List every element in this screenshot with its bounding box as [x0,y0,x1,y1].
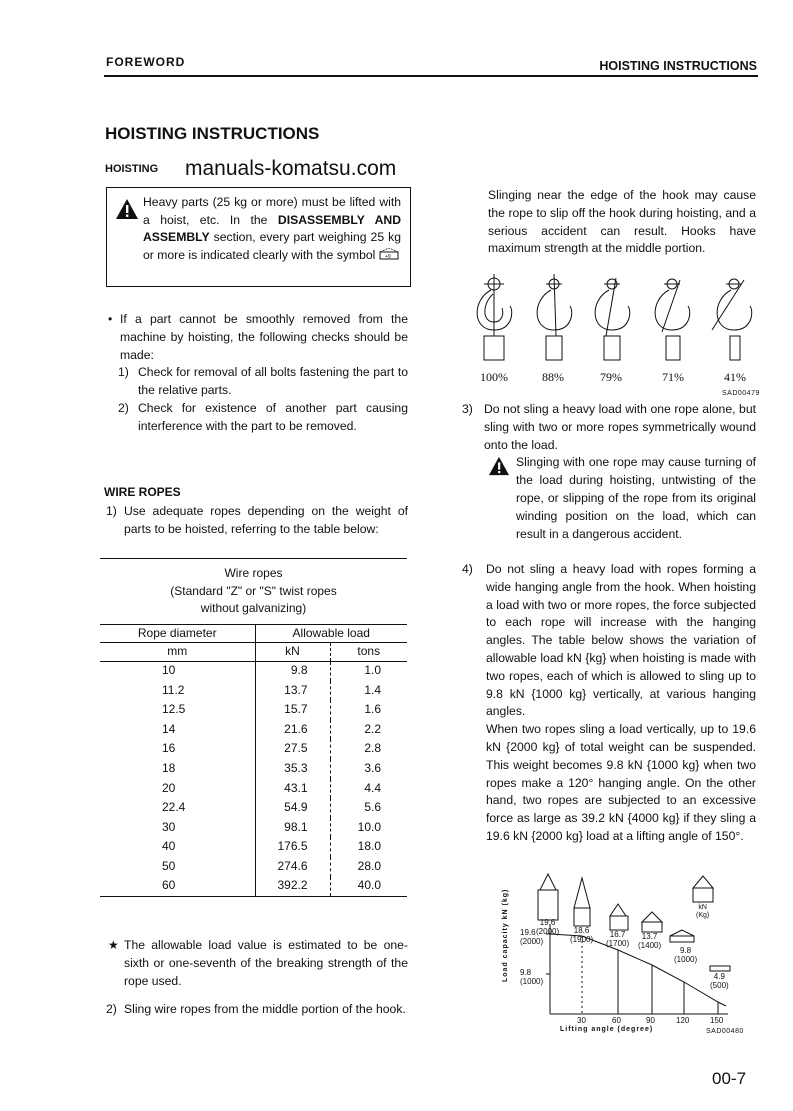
kn-cell: 274.6 [255,857,330,877]
table-row [100,739,407,759]
rope-diameter-cell: 50 [100,857,255,877]
item-3-warning [462,454,756,543]
rope-diameter-cell: 16 [100,739,255,759]
table-caption-3: without galvanizing) [200,601,307,615]
y-axis-label: Load capacity kN (kg) [502,888,509,982]
rope-diameter-cell: 22.4 [100,798,255,818]
kn-cell: 43.1 [255,779,330,799]
kn-cell: 176.5 [255,837,330,857]
x-tick-120: 120 [676,1016,690,1025]
hook-caution-text: Slinging near the edge of the hook may cause the rope to slip off the hook during hoisting, and a serious accident can result. Hooks have maximum strength at the middle portion. [488,188,756,256]
x-tick-60: 60 [612,1016,621,1025]
table-row [100,681,407,701]
unit-kn: kN [255,643,330,662]
warning-triangle-icon [488,456,510,476]
tons-cell: 28.0 [357,858,381,873]
x-tick-150: 150 [710,1016,724,1025]
check-item-number: 1) [118,365,129,380]
checks-intro-text: If a part cannot be smoothly removed from the machine by hoisting, the following checks should be made: [120,312,408,362]
warning-text [143,194,401,264]
tons-cell: 40.0 [357,878,381,893]
wire-ropes-heading: WIRE ROPES [104,485,181,499]
star-icon: ★ [108,938,119,952]
kn-cell: 9.8 [255,661,330,681]
weight-symbol-icon [379,248,399,260]
wire-ropes-item-1 [106,503,408,539]
item-text: Do not sling a heavy load with ropes forming a wide hanging angle from the hook. When hoisting a load with two or more ropes, the force subjected to each rope will increase with the hanging angles. The table below shows the variation of allowable load kN {kg} when hoisting is made with two ropes, each of which is allowed to sling up to 9.8 kN {1000 kg} vertically, at various hanging angles. [486,562,756,719]
table-row [100,798,407,818]
load-capacity-chart [498,872,768,1042]
table-row [100,720,407,740]
figure-ref: SAD00479 [722,390,760,397]
table-caption-1: Wire ropes [100,559,407,583]
item-text: Sling wire ropes from the middle portion of the hook. [124,1002,406,1016]
header-rope-diameter: Rope diameter [100,624,255,643]
table-caption-2: (Standard "Z" or "S" twist ropes [170,583,337,598]
item-4 [462,561,756,846]
x-tick-90: 90 [646,1016,655,1025]
tons-cell: 3.6 [364,761,381,776]
tons-cell: 18.0 [357,839,381,854]
hook-strength-figure [466,272,766,402]
check-item-text: Check for existence of another part causing interference with the part to be removed. [138,400,408,433]
hook-strength-3: 79% [600,370,622,384]
hook-strength-2: 88% [542,370,564,384]
table-row [100,759,407,779]
point-label-0: 19.6 (2000) [536,918,560,936]
tons-cell: 1.4 [364,682,381,697]
item-number: 4) [462,562,473,576]
rope-diameter-cell: 14 [100,720,255,740]
rope-diameter-cell: 11.2 [100,681,255,701]
kn-cell: 54.9 [255,798,330,818]
tons-cell: 2.2 [364,721,381,736]
removal-checks [106,311,408,436]
chart-figure-ref: SAD00480 [706,1028,744,1035]
table-row [100,661,407,681]
unit-mm: mm [100,643,255,662]
allowable-load-note [106,937,408,990]
tons-cell: 2.8 [364,741,381,756]
warning-text-bold: DISASSEMBLY AND ASSEMBLY [143,212,401,244]
tons-cell: 1.6 [364,702,381,717]
kn-cell: 21.6 [255,720,330,740]
page-number: 00-7 [712,1069,747,1088]
tons-cell: 10.0 [357,819,381,834]
point-label-120: 9.8 (1000) [674,946,698,964]
hook-strength-1: 100% [480,370,508,384]
kn-cell: 35.3 [255,759,330,779]
unit-tons: tons [330,643,407,662]
wire-rope-table [100,558,407,898]
note-text: The allowable load value is estimated to be one-sixth or one-seventh of the breaking strength of the rope used. [124,938,408,988]
rope-diameter-cell: 12.5 [100,700,255,720]
wire-ropes-item-2 [106,1001,408,1019]
point-label-60: 16.7 (1700) [606,930,630,948]
chart-legend: kN (Kg) [696,904,710,919]
load-capacity-plot [498,872,768,1042]
table-row [100,857,407,877]
kn-cell: 98.1 [255,818,330,838]
tons-cell: 4.4 [364,780,381,795]
watermark: manuals-komatsu.com [185,157,397,180]
kn-cell: 15.7 [255,700,330,720]
kn-cell: 27.5 [255,739,330,759]
x-tick-30: 30 [577,1016,586,1025]
hook-strength-4: 71% [662,370,684,384]
kn-cell: 13.7 [255,681,330,701]
rope-diameter-cell: 60 [100,877,255,897]
table-row [100,877,407,897]
checks-intro [106,311,408,364]
tons-cell: 5.6 [364,800,381,815]
check-item-text: Check for removal of all bolts fastening the part to the relative parts. [138,365,408,398]
rope-diameter-cell: 30 [100,818,255,838]
warning-triangle-icon [115,198,139,220]
check-item-1 [106,364,408,400]
subheading-hoisting: HOISTING [105,163,159,175]
page-title: HOISTING INSTRUCTIONS [105,124,320,143]
point-label-30: 18.6 (1900) [570,926,594,944]
item-text: Do not sling a heavy load with one rope alone, but sling with two or more ropes symmetrically wound onto the load. [484,402,756,452]
tons-cell: 1.0 [364,663,381,678]
warning-text-part2: section, every part weighing 25 kg or more is indicated clearly with the symbol [143,230,401,262]
bullet-icon: • [108,312,113,326]
y-tick-9-8: 9.8 (1000) [520,968,544,986]
rope-diameter-cell: 20 [100,779,255,799]
item-number: 1) [106,504,117,518]
point-label-90: 13.7 (1400) [638,932,662,950]
x-axis-label: Lifting angle (degree) [560,1026,654,1033]
check-item-number: 2) [118,400,129,415]
rope-diameter-cell: 18 [100,759,255,779]
rope-diameter-cell: 40 [100,837,255,857]
item-text: Use adequate ropes depending on the weight of parts to be hoisted, referring to the table below: [124,504,408,536]
item-3 [462,401,756,543]
warning-text: Slinging with one rope may cause turning of the load during hoisting, untwisting of the rope, or slipping of the rope from its original winding position on the load, which can result in a dangerous accident. [516,455,756,541]
header-rule [104,75,758,77]
header-allowable-load: Allowable load [255,624,407,643]
svg-text:+9: +9 [384,253,391,260]
header-topic: HOISTING INSTRUCTIONS [599,59,757,73]
item-number: 3) [462,402,473,416]
warning-text-part1: Heavy parts (25 kg or more) must be lifted with a hoist, etc. In the [143,195,401,227]
point-label-150: 4.9 (500) [710,972,729,990]
y-tick-19-6: 19.6 (2000) [520,928,544,946]
table-row [100,818,407,838]
rope-diameter-cell: 10 [100,661,255,681]
kn-cell: 392.2 [255,877,330,897]
warning-box [106,187,411,287]
check-item-2 [106,400,408,436]
table-row [100,700,407,720]
item-number: 2) [106,1002,117,1016]
item-4-paragraph-2: When two ropes sling a load vertically, up to 19.6 kN {2000 kg} of total weight can be suspended. This weight becomes 9.8 kN {1000 kg} when two ropes make a 120° hanging angle. On the other hand, two ropes are subjected to an excessive force as large as 39.2 kN {4000 kg} if they sling a 19.6 kN {2000 kg} load at a lifting angle of 150°. [486,722,756,843]
table-row [100,837,407,857]
header-section: FOREWORD [106,55,186,69]
hook-strength-5: 41% [724,370,746,384]
table-row [100,779,407,799]
